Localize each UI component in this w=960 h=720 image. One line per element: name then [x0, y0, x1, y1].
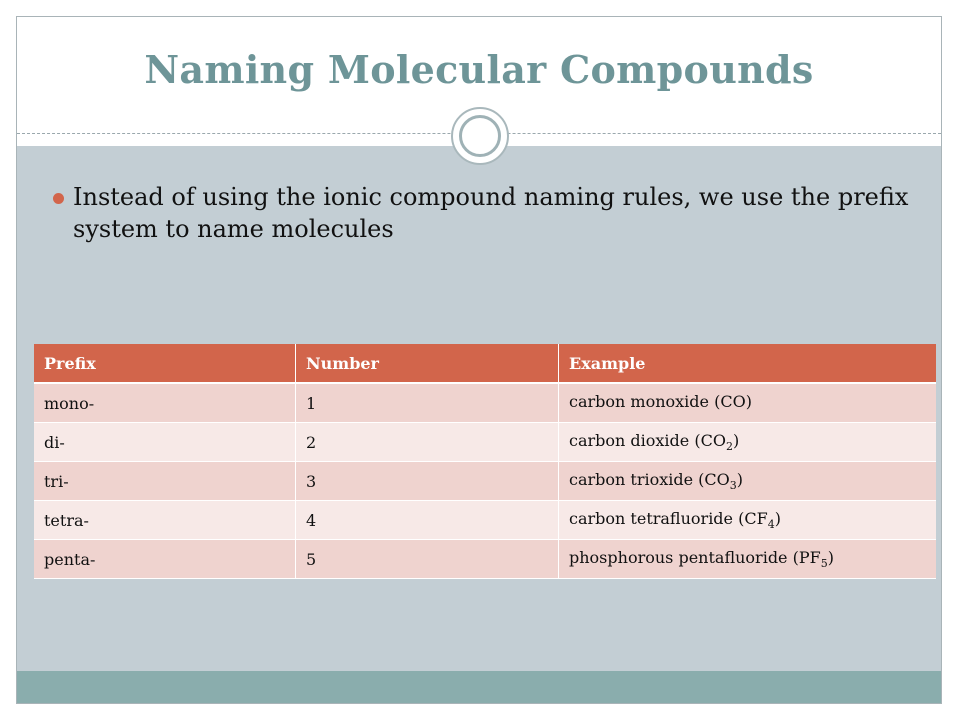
- prefix-table: [34, 344, 936, 579]
- cell-example: [559, 540, 936, 579]
- example-subscript: 2: [725, 440, 733, 454]
- cell-number: 4: [296, 501, 559, 540]
- cell-number: 5: [296, 540, 559, 579]
- cell-example: [559, 462, 936, 501]
- cell-prefix: mono-: [34, 384, 296, 423]
- table-row: [34, 501, 936, 540]
- slide-title: Naming Molecular Compounds: [144, 47, 814, 92]
- table-row: [34, 423, 936, 462]
- example-subscript: 3: [729, 479, 737, 493]
- example-close: ): [745, 391, 752, 411]
- cell-number: 3: [296, 462, 559, 501]
- table-header-row: [34, 344, 936, 384]
- header-prefix: Prefix: [34, 344, 296, 384]
- table-row: [34, 384, 936, 423]
- example-text: carbon trioxide (CO: [569, 469, 730, 489]
- cell-example: [559, 384, 936, 423]
- cell-number: 1: [296, 384, 559, 423]
- example-subscript: 4: [767, 518, 775, 532]
- example-close: ): [774, 508, 781, 528]
- bullet-dot-icon: [53, 193, 64, 204]
- example-text: carbon tetrafluoride (CF: [569, 508, 768, 528]
- cell-example: [559, 423, 936, 462]
- example-text: carbon dioxide (CO: [569, 430, 726, 450]
- header-number: Number: [296, 344, 559, 384]
- cell-prefix: di-: [34, 423, 296, 462]
- example-text: phosphorous pentafluoride (PF: [569, 547, 821, 567]
- table-row: [34, 540, 936, 579]
- cell-number: 2: [296, 423, 559, 462]
- cell-prefix: penta-: [34, 540, 296, 579]
- header-example: Example: [559, 344, 936, 384]
- bullet-item: [53, 181, 933, 245]
- cell-example: [559, 501, 936, 540]
- cell-prefix: tri-: [34, 462, 296, 501]
- example-text: carbon monoxide (CO: [569, 391, 746, 411]
- example-close: ): [736, 469, 744, 489]
- example-close: ): [827, 547, 834, 567]
- table-row: [34, 462, 936, 501]
- bullet-text: Instead of using the ionic compound naming rules, we use the prefix system to name molecules: [73, 183, 909, 243]
- circle-ornament-icon: [451, 107, 509, 165]
- example-close: ): [732, 430, 740, 450]
- cell-prefix: tetra-: [34, 501, 296, 540]
- slide: [16, 16, 942, 704]
- footer-bar: [17, 671, 941, 704]
- example-subscript: 5: [820, 557, 828, 571]
